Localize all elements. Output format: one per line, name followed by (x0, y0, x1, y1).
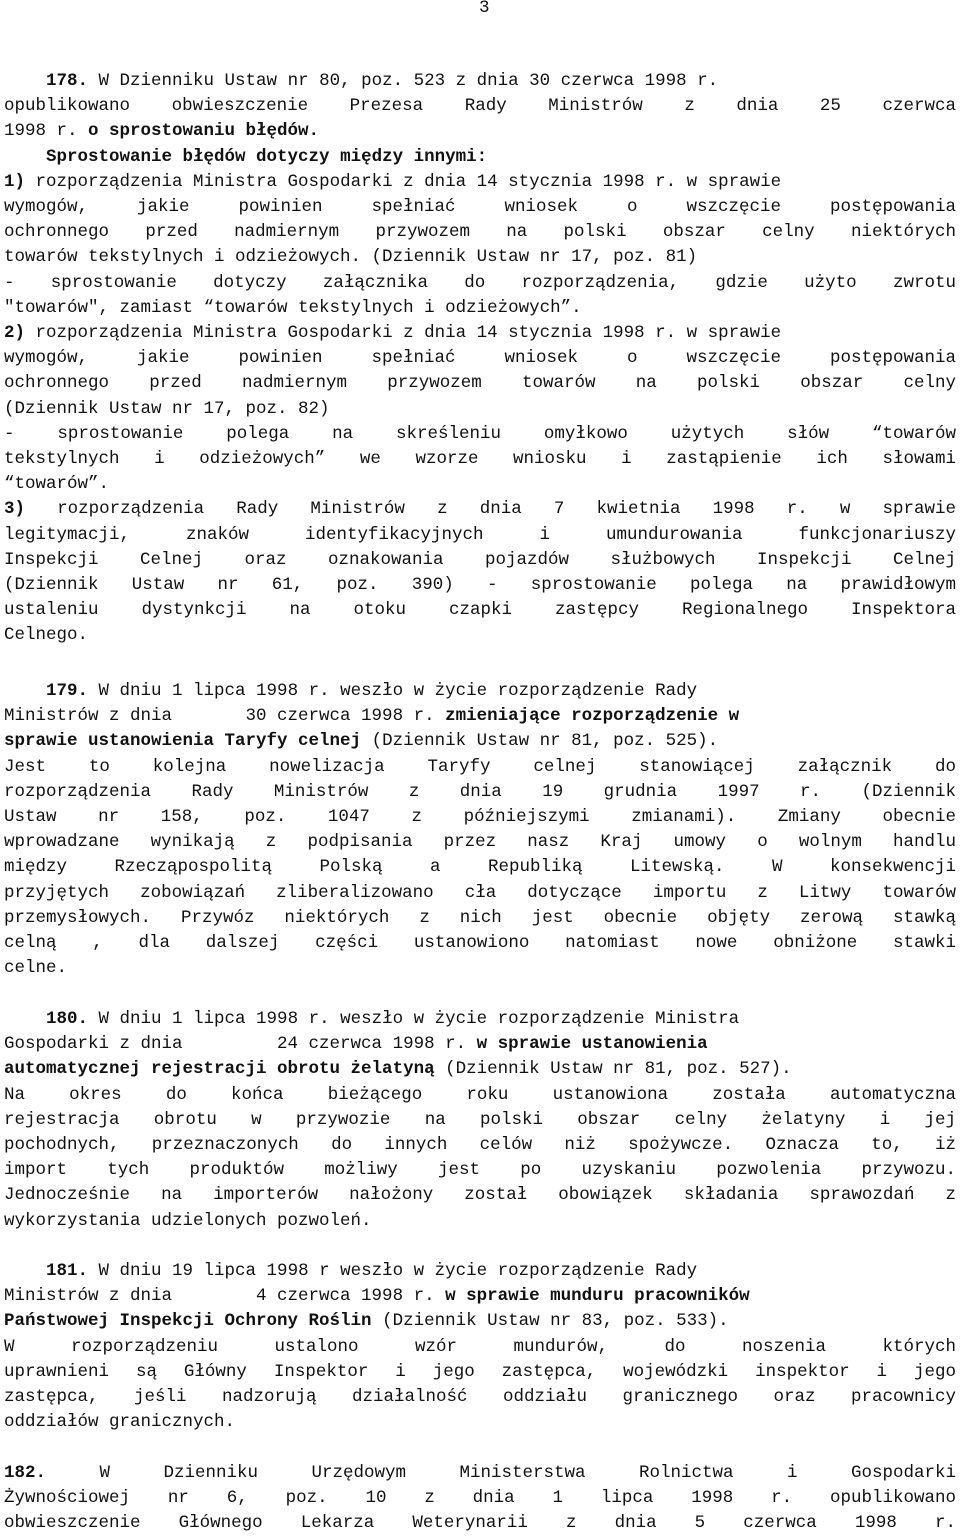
text-line (4, 447, 956, 472)
text-run: W rozporządzeniu ustalono wzór mundurów, do noszenia których (4, 1336, 956, 1357)
text-run: legitymacji, znaków identyfikacyjnych i umundurowania funkcjonariuszy (4, 524, 956, 545)
text-run: W dniu 1 lipca 1998 r. weszło w życie rozporządzenie Ministra (88, 1009, 740, 1029)
text-line (4, 906, 956, 931)
text-line (4, 497, 956, 522)
bold-text: 2) (4, 323, 26, 343)
text-line (4, 321, 956, 346)
text-run: oddziałów granicznych. (4, 1412, 236, 1433)
text-line (4, 523, 956, 548)
bold-text: 180. (46, 1009, 89, 1029)
text-run: przemysłowych. Przywóz niektórych z nich jest obecnie objęty zerową stawką (4, 907, 956, 928)
text-run: Na okres do końca bieżącego roku ustanowiona została automatyczna (4, 1084, 956, 1105)
text-run: towarów tekstylnych i odzieżowych. (Dziennik Ustaw nr 17, poz. 81) (4, 247, 698, 268)
text-line (4, 956, 956, 981)
text-run: Żywnościowej nr 6, poz. 10 z dnia 1 lipca 1998 r. opublikowano (4, 1488, 956, 1509)
text-run: Inspekcji Celnej oraz oznakowania pojazdów służbowych Inspekcji Celnej (4, 549, 956, 570)
text-run: W Dzienniku Urzędowym Ministerstwa Rolnictwa i Gospodarki (46, 1463, 956, 1483)
text-line (4, 170, 956, 195)
text-run (4, 1261, 46, 1281)
text-run: obwieszczenie Głównego Lekarza Weterynarii z dnia 5 czerwca 1998 r. (4, 1513, 956, 1534)
text-line (4, 119, 956, 144)
text-run: ochronnego przed nadmiernym przywozem towarów na polski obszar celny (4, 373, 956, 394)
text-run: ochronnego przed nadmiernym przywozem na polski obszar celny niektórych (4, 222, 956, 243)
text-line (4, 1209, 956, 1234)
text-line (4, 1309, 956, 1334)
text-run: "towarów", zamiast “towarów tekstylnych i odzieżowych”. (4, 297, 582, 318)
text-run: rozporządzenia Ministra Gospodarki z dnia 14 stycznia 1998 r. w sprawie (25, 323, 782, 343)
text-line (4, 598, 956, 623)
text-line (4, 245, 956, 270)
bold-text: 3) (4, 499, 26, 520)
text-run (4, 1009, 46, 1029)
text-run: import tych produktów możliwy jest po uzyskaniu pozwolenia przywozu. (4, 1160, 956, 1181)
text-line (4, 1410, 956, 1435)
text-run: Gospodarki z dnia 24 czerwca 1998 r. (4, 1034, 477, 1055)
text-run: wymogów, jakie powinien spełniać wniosek o wszczęcie postępowania (4, 348, 956, 369)
text-run: Jednocześnie na importerów nałożony został obowiązek składania sprawozdań z (4, 1185, 956, 1206)
text-line (4, 805, 956, 830)
text-line (4, 729, 956, 754)
text-line (4, 1183, 956, 1208)
text-run: Celnego. (4, 625, 89, 646)
bold-text: zmieniające rozporządzenie w (445, 706, 740, 727)
text-run: Ministrów z dnia 30 czerwca 1998 r. (4, 706, 446, 727)
text-line (4, 1083, 956, 1108)
bold-text: w sprawie munduru pracowników (445, 1286, 750, 1307)
text-line (4, 145, 956, 170)
text-run: wprowadzane wynikają z podpisania przez nasz Kraj umowy o wolnym handlu (4, 832, 956, 853)
text-line (4, 422, 956, 447)
text-line (4, 346, 956, 371)
text-run: Ministrów z dnia 4 czerwca 1998 r. (4, 1286, 446, 1307)
text-run: rozporządzenia Ministra Gospodarki z dnia 14 stycznia 1998 r. w sprawie (25, 171, 782, 192)
text-line (4, 931, 956, 956)
text-run (4, 681, 46, 701)
text-run: tekstylnych i odzieżowych” we wzorze wniosku i zastąpienie ich słowami (4, 449, 956, 469)
text-run: wykorzystania udzielonych pozwoleń. (4, 1210, 372, 1231)
text-line (4, 780, 956, 805)
text-line (4, 271, 956, 296)
text-run: uprawnieni są Główny Inspektor i jego zastępca, wojewódzki inspektor i jego (4, 1361, 956, 1382)
text-line (4, 548, 956, 573)
text-run: wymogów, jakie powinien spełniać wniosek o wszczęcie postępowania (4, 197, 956, 217)
text-line (4, 1259, 956, 1284)
text-run: (Dziennik Ustaw nr 81, poz. 525). (361, 731, 719, 752)
text-run: - sprostowanie dotyczy załącznika do rozporządzenia, gdzie użyto zwrotu (4, 272, 956, 293)
text-run: rozporządzenia Rady Ministrów z dnia 7 kwietnia 1998 r. w sprawie (25, 499, 956, 520)
text-line (4, 220, 956, 245)
text-line (4, 830, 956, 855)
text-line (4, 855, 956, 880)
text-line (4, 1360, 956, 1385)
text-run: celną , dla dalszej części ustanowiono natomiast nowe obniżone stawki (4, 933, 956, 953)
text-run: rozporządzenia Rady Ministrów z dnia 19 grudnia 1997 r. (Dziennik (4, 781, 956, 802)
bold-text: 178. (46, 71, 89, 91)
text-line (4, 195, 956, 220)
bold-text: w sprawie ustanowienia (476, 1034, 708, 1055)
text-line (4, 623, 956, 648)
text-run: (Dziennik Ustaw nr 61, poz. 390) - sprostowanie polega na prawidłowym (4, 575, 956, 595)
text-line (4, 1057, 956, 1082)
text-line (4, 1007, 956, 1032)
text-line (4, 296, 956, 321)
bold-text: automatycznej rejestracji obrotu żelatyną (4, 1059, 435, 1080)
text-run: (Dziennik Ustaw nr 81, poz. 527). (434, 1059, 792, 1080)
bold-text: 1) (4, 171, 26, 192)
text-line (4, 371, 956, 396)
text-run: pochodnych, przeznaczonych do innych celów niż spożywcze. Oznacza to, iż (4, 1135, 956, 1155)
bold-text: Państwowej Inspekcji Ochrony Roślin (4, 1311, 372, 1332)
text-line (4, 1032, 956, 1057)
text-run (4, 147, 46, 167)
text-line (4, 472, 956, 497)
text-run: Jest to kolejna nowelizacja Taryfy celnej stanowiącej załącznik do (4, 756, 956, 777)
text-line (4, 94, 956, 119)
text-line (4, 1284, 956, 1309)
text-line (4, 1461, 956, 1486)
page-number: 3 (479, 0, 490, 18)
text-run: przyjętych zobowiązań zliberalizowano cła dotyczące importu z Litwy towarów (4, 882, 956, 903)
text-run: 1998 r. (4, 121, 89, 142)
text-line (4, 679, 956, 704)
text-run: W Dzienniku Ustaw nr 80, poz. 523 z dnia 30 czerwca 1998 r. (88, 71, 719, 91)
text-run: W dniu 19 lipca 1998 r weszło w życie rozporządzenie Rady (88, 1261, 698, 1281)
bold-text: o sprostowaniu błędów. (88, 121, 320, 142)
text-line (4, 397, 956, 422)
text-line (4, 704, 956, 729)
text-line (4, 755, 956, 780)
text-run: rejestracja obrotu w przywozie na polski obszar celny żelatyny i jej (4, 1109, 956, 1130)
text-run: między Rzecząpospolitą Polską a Republiką Litewską. W konsekwencji (4, 857, 956, 878)
text-line (4, 1486, 956, 1511)
text-line (4, 1158, 956, 1183)
text-run: ustaleniu dystynkcji na otoku czapki zastępcy Regionalnego Inspektora (4, 600, 956, 621)
text-line (4, 1385, 956, 1410)
text-run: zastępca, jeśli nadzorują działalność oddziału granicznego oraz pracownicy (4, 1387, 956, 1407)
bold-text: sprawie ustanowienia Taryfy celnej (4, 731, 362, 752)
text-run: celne. (4, 958, 68, 979)
text-run: - sprostowanie polega na skreśleniu omyłkowo użytych słów “towarów (4, 423, 956, 444)
text-run: W dniu 1 lipca 1998 r. weszło w życie rozporządzenie Rady (88, 681, 698, 701)
bold-text: 181. (46, 1261, 89, 1281)
bold-text: Sprostowanie błędów dotyczy między innymi: (46, 146, 488, 167)
text-line (4, 1133, 956, 1158)
text-line (4, 69, 956, 94)
text-run: (Dziennik Ustaw nr 83, poz. 533). (371, 1311, 729, 1332)
text-line (4, 573, 956, 598)
text-line (4, 881, 956, 906)
text-run: “towarów”. (4, 474, 110, 495)
bold-text: 179. (46, 681, 89, 701)
bold-text: 182. (4, 1463, 47, 1483)
text-line (4, 1335, 956, 1360)
text-line (4, 1108, 956, 1133)
text-run: opublikowano obwieszczenie Prezesa Rady Ministrów z dnia 25 czerwca (4, 96, 956, 117)
text-run: Ustaw nr 158, poz. 1047 z późniejszymi zmianami). Zmiany obecnie (4, 807, 956, 827)
text-run: (Dziennik Ustaw nr 17, poz. 82) (4, 398, 330, 419)
text-run (4, 71, 46, 91)
